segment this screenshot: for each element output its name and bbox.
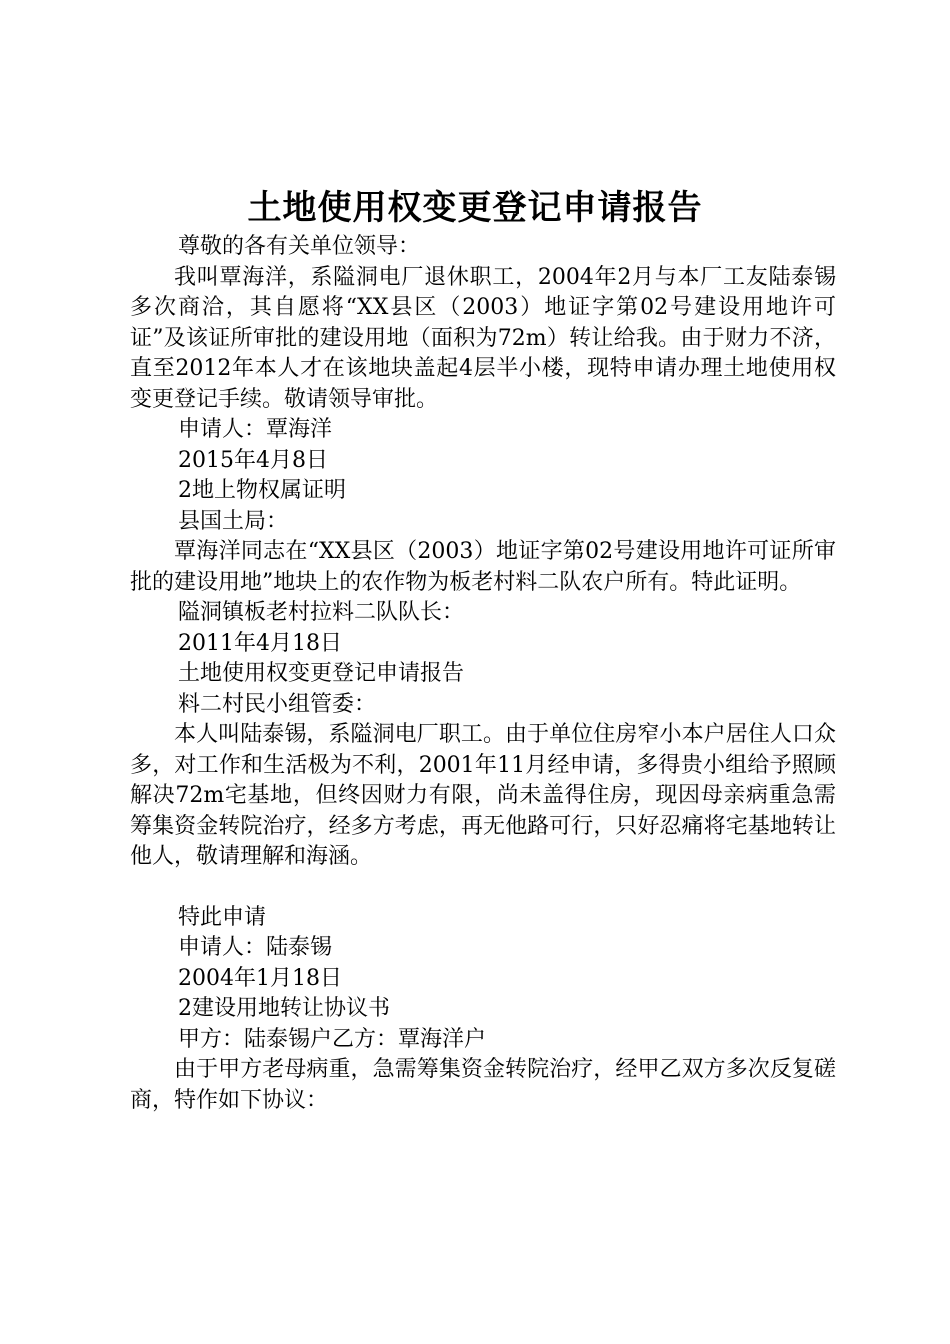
- section-heading: 2建设用地转让协议书: [178, 996, 390, 1021]
- document-title: 土地使用权变更登记申请报告: [247, 188, 703, 228]
- date-line: 2004年1月18日: [178, 965, 342, 991]
- paragraph: 本人叫陆泰锡，系隘洞电厂职工。由于单位住房窄小本户居住人口众多，对工作和生活极为不利，2001年11月经申请，多得贵小组给予照顾解决72m宅基地，但终因财力有限，尚未盖得住房，现因母亲病重急需筹集资金转院治疗，经多方考虑，再无他路可行，只好忍痛将宅基地转让他人，敬请理解和海涵。: [130, 722, 836, 869]
- applicant-line: 申请人：覃海洋: [178, 417, 333, 442]
- salutation: 县国土局：: [178, 508, 289, 534]
- section-heading: 土地使用权变更登记申请报告: [178, 661, 465, 686]
- paragraph: 覃海洋同志在“XX县区（2003）地证字第02号建设用地许可证所审批的建设用地”地块上的农作物为板老村料二队农户所有。特此证明。: [130, 539, 836, 595]
- parties-line: 甲方：陆泰锡户乙方：覃海洋户: [178, 1026, 487, 1052]
- salutation: 料二村民小组管委：: [178, 691, 377, 717]
- spacer: [130, 873, 836, 903]
- signer-line: 隘洞镇板老村拉料二队队长：: [178, 600, 465, 625]
- closing-line: 特此申请: [178, 904, 267, 930]
- paragraph: 我叫覃海洋，系隘洞电厂退休职工，2004年2月与本厂工友陆泰锡多次商洽，其自愿将“XX县区（2003）地证字第02号建设用地许可证”及该证所审批的建设用地（面积为72m）转让给我。由于财力不济，直至2012年本人才在该地块盖起4层半小楼，现特申请办理土地使用权变更登记手续。敬请领导审批。: [130, 264, 836, 412]
- salutation: 尊敬的各有关单位领导：: [178, 234, 421, 259]
- document-body: [130, 232, 836, 1116]
- section-heading: 2地上物权属证明: [178, 478, 346, 503]
- applicant-line: 申请人：陆泰锡: [178, 935, 333, 960]
- date-line: 2011年4月18日: [178, 630, 342, 656]
- paragraph: 由于甲方老母病重，急需筹集资金转院治疗，经甲乙双方多次反复磋商，特作如下协议：: [130, 1057, 836, 1113]
- date-line: 2015年4月8日: [178, 447, 328, 473]
